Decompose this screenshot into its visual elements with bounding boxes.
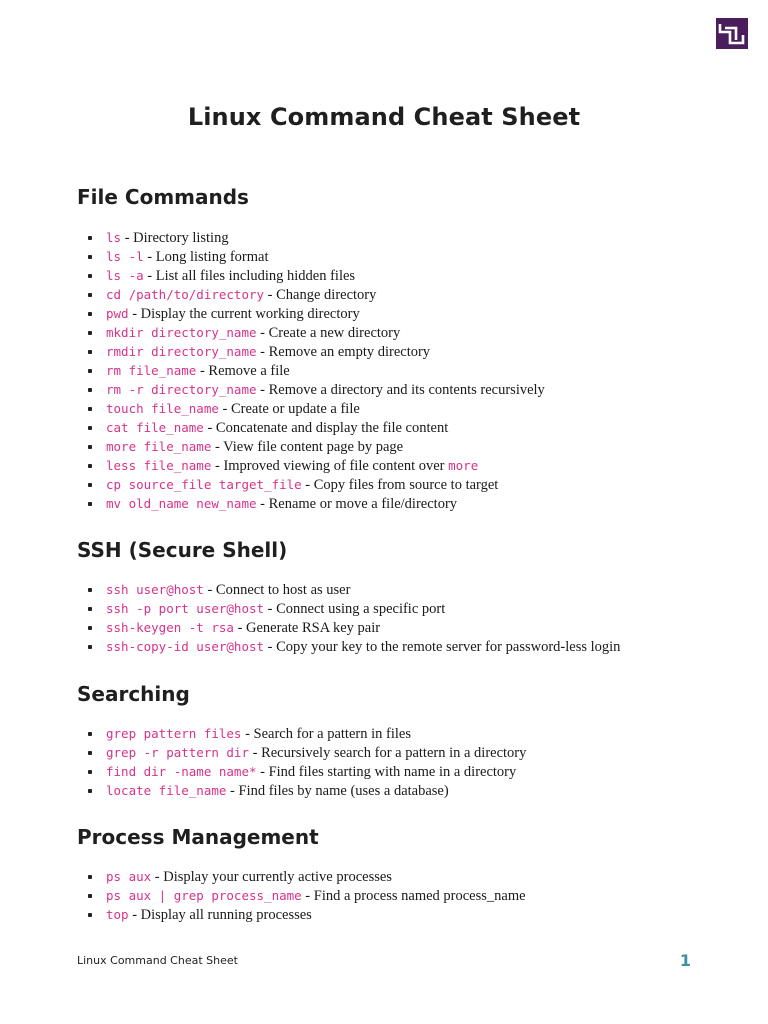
command-code: find dir -name name* [106,764,257,779]
command-code: rmdir directory_name [106,344,257,359]
list-item [77,599,620,618]
command-description: - List all files including hidden files [143,268,356,284]
command-code: ls -a [106,268,144,283]
command-list [77,228,545,513]
list-item [77,247,545,266]
command-code: ps aux [106,869,152,884]
section-heading: Searching [77,682,190,706]
command-code: grep -r pattern dir [106,745,249,760]
command-code: mv old_name new_name [106,496,257,511]
section-heading: Process Management [77,825,319,849]
command-code: ls -l [106,249,144,264]
command-description: - Generate RSA key pair [233,620,381,636]
command-code: top [106,907,129,922]
command-code: ssh-keygen -t rsa [106,620,234,635]
command-description: - Find files starting with name in a directory [256,764,517,780]
list-item [77,781,526,800]
list-item [77,886,526,905]
section-searching [77,681,728,799]
command-code: rm file_name [106,363,197,378]
command-code: ssh-copy-id user@host [106,639,265,654]
command-description: - Remove a file [196,363,290,379]
list-item [77,323,545,342]
command-list [77,724,526,800]
command-code: ssh user@host [106,582,204,597]
command-list [77,580,620,656]
list-item [77,418,545,437]
list-item [77,266,545,285]
command-description: - Remove an empty directory [256,344,431,360]
list-item [77,399,545,418]
command-description: - Display the current working directory [128,306,360,322]
command-description: - Search for a pattern in files [241,726,411,742]
command-code: locate file_name [106,783,227,798]
page-number: 1 [679,951,691,970]
command-description: - Rename or move a file/directory [256,496,458,512]
list-item [77,743,526,762]
command-description: - Display your currently active processes [151,869,392,885]
list-item [77,342,545,361]
list-item [77,304,545,323]
list-item [77,618,620,637]
section-heading: SSH (Secure Shell) [77,538,288,562]
command-code: rm -r directory_name [106,382,257,397]
list-item [77,580,620,599]
command-code: mkdir directory_name [106,325,257,340]
list-item [77,380,545,399]
command-description: - Change directory [264,287,377,303]
command-code: cp source_file target_file [106,477,302,492]
command-description: - Find files by name (uses a database) [226,783,449,799]
list-item [77,762,526,781]
command-description: - Copy your key to the remote server for password-less login [264,639,621,655]
command-description: - Improved viewing of file content over [211,458,449,474]
section-ssh [77,537,728,655]
command-description: - Create or update a file [218,401,360,417]
section-process-management [77,824,728,923]
list-item [77,867,526,886]
command-code: ssh -p port user@host [106,601,265,616]
list-item [77,228,545,247]
command-code: ls [106,230,122,245]
command-code: ps aux | grep process_name [106,888,302,903]
command-description: - Remove a directory and its contents recursively [256,382,545,398]
command-description: - View file content page by page [211,439,404,455]
command-list [77,867,526,924]
command-description: - Copy files from source to target [301,477,499,493]
command-code: cd /path/to/directory [106,287,265,302]
command-description: - Connect to host as user [203,582,351,598]
command-code: more file_name [106,439,212,454]
list-item [77,637,620,656]
command-code: grep pattern files [106,726,242,741]
list-item [77,724,526,743]
command-description: - Concatenate and display the file content [203,420,449,436]
command-description: - Directory listing [121,230,229,246]
command-description: - Long listing format [143,249,269,265]
list-item [77,437,545,456]
command-code: pwd [106,306,129,321]
command-code: cat file_name [106,420,204,435]
command-description: - Find a process named process_name [301,888,526,904]
section-heading: File Commands [77,185,249,209]
command-description: - Create a new directory [256,325,401,341]
list-item [77,285,545,304]
list-item [77,905,526,924]
command-description: - Display all running processes [128,907,312,923]
footer-title: Linux Command Cheat Sheet [77,954,238,967]
command-code: more [448,458,479,473]
command-description: - Recursively search for a pattern in a directory [249,745,527,761]
list-item [77,456,545,475]
section-file-commands [77,184,728,512]
list-item [77,494,545,513]
list-item [77,475,545,494]
command-description: - Connect using a specific port [264,601,446,617]
command-code: less file_name [106,458,212,473]
logo-icon [716,18,748,49]
command-code: touch file_name [106,401,219,416]
list-item [77,361,545,380]
page-title: Linux Command Cheat Sheet [187,103,581,131]
